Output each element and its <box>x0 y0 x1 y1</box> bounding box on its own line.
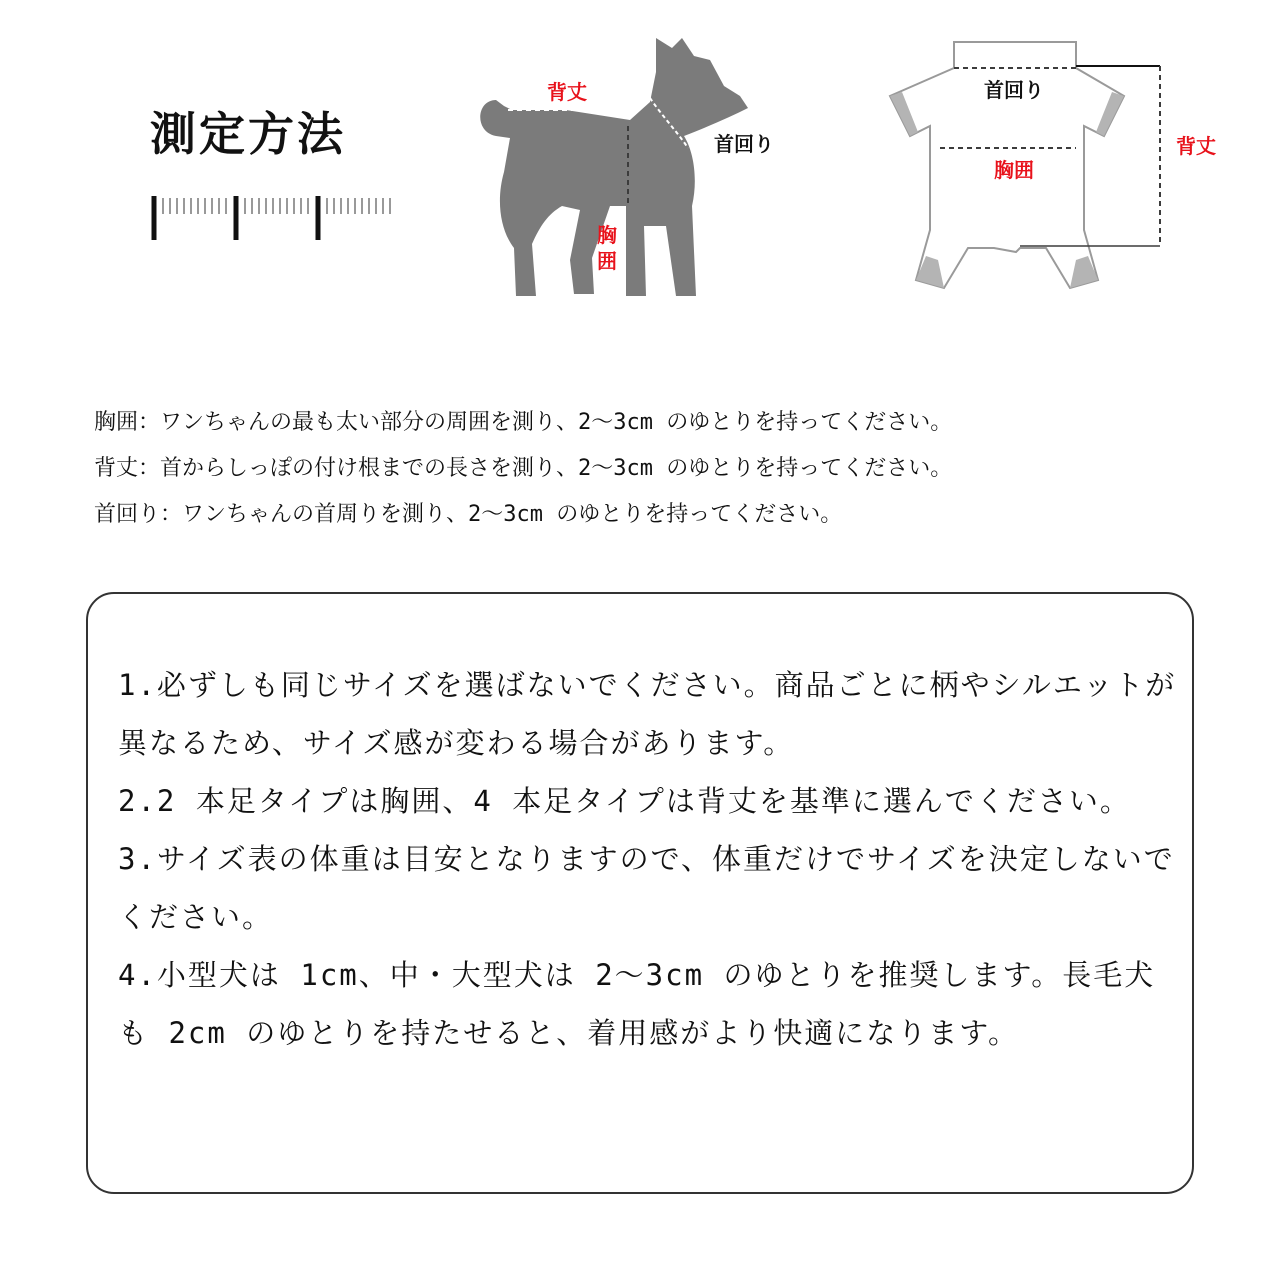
note-item: 2.2 本足タイプは胸囲、4 本足タイプは背丈を基準に選んでください。 <box>118 784 1131 818</box>
note-item: 3.サイズ表の体重は目安となりますので、体重だけでサイズを決定しないでください。 <box>118 842 1175 934</box>
dog-neck-label: 首回り <box>714 132 774 156</box>
page-title: 測定方法 <box>150 107 346 161</box>
note-item: 4.小型犬は 1cm、中・大型犬は 2～3cm のゆとりを推奨します。長毛犬も 2cm のゆとりを持たせると、着用感がより快適になります。 <box>118 958 1156 1050</box>
garment-measurement-diagram <box>870 30 1250 310</box>
garment-neck-label: 首回り <box>984 78 1044 102</box>
measurement-neck: 首回り：ワンちゃんの首周りを測り、2～3cm のゆとりを持ってください。 <box>94 502 843 527</box>
dog-measurement-diagram <box>470 30 810 310</box>
dog-clothes-icon <box>870 30 1250 310</box>
dog-chest-label: 胸囲 <box>597 223 617 273</box>
garment-back-length-label: 背丈 <box>1176 134 1216 158</box>
garment-chest-label: 胸囲 <box>994 158 1034 182</box>
tape-measure-icon <box>146 190 396 246</box>
measurement-chest: 胸囲：ワンちゃんの最も太い部分の周囲を測り、2～3cm のゆとりを持ってください。 <box>94 410 953 435</box>
measurement-instructions <box>94 400 952 538</box>
dog-back-length-label: 背丈 <box>547 80 587 104</box>
notes-box <box>86 592 1194 1194</box>
note-item: 1.必ずしも同じサイズを選ばないでください。商品ごとに柄やシルエットが異なるため、サイズ感が変わる場合があります。 <box>118 668 1177 760</box>
dog-silhouette-icon <box>470 30 810 310</box>
measurement-back-length: 背丈：首からしっぽの付け根までの長さを測り、2～3cm のゆとりを持ってください。 <box>94 456 953 481</box>
notes-list <box>118 656 1178 1062</box>
